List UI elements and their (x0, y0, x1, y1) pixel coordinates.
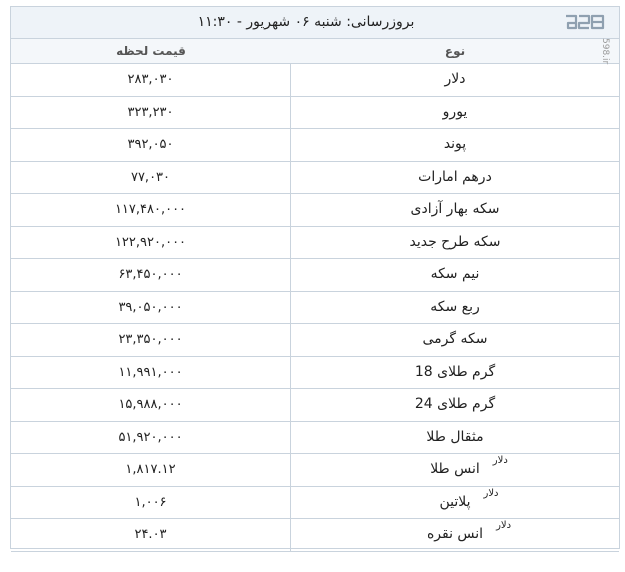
table-row (11, 194, 619, 227)
type-name-text: انس طلا (430, 461, 480, 477)
type-name-text: مثقال طلا (426, 428, 484, 445)
type-cell (291, 259, 619, 291)
update-bar (11, 7, 619, 39)
table-row (11, 487, 619, 520)
type-name (430, 299, 480, 315)
side-watermark-text: 598.ir (600, 38, 610, 65)
column-header-price: قیمت لحظه (116, 44, 186, 58)
price-cell: ۳۲۳,۲۳۰ (127, 104, 174, 120)
type-name (431, 266, 480, 282)
price-cell: ۳۹,۰۵۰,۰۰۰ (118, 299, 183, 315)
type-name-text: ربع سکه (430, 298, 480, 315)
type-name-text: گرم طلای 18 (414, 363, 496, 380)
table-row (11, 422, 619, 455)
price-cell: ۲۳,۳۵۰,۰۰۰ (118, 332, 183, 347)
site-logo (563, 11, 607, 33)
side-watermark (598, 38, 614, 68)
type-name (411, 201, 500, 217)
type-name-text: درهم امارات (418, 168, 492, 185)
price-cell: ۱,۰۰۶ (134, 494, 167, 510)
currency-unit-label: دلار (483, 487, 499, 499)
type-name (426, 429, 483, 445)
price-cell: ۷۷,۰۳۰ (130, 169, 171, 185)
type-cell (291, 422, 619, 454)
type-cell (291, 129, 619, 161)
price-cell: ۳۹۲,۰۵۰ (127, 137, 174, 152)
table-row (11, 357, 619, 390)
type-cell (291, 519, 619, 551)
table-header (11, 39, 619, 64)
type-cell (291, 162, 619, 194)
type-name-text: یورو (442, 103, 468, 120)
table-row (11, 97, 619, 130)
type-name-text: دلار (444, 71, 466, 87)
price-cell: ۲۸۳,۰۳۰ (127, 72, 174, 87)
table-row (11, 292, 619, 325)
type-name-text: گرم طلای 24 (414, 396, 496, 412)
type-name (443, 104, 468, 120)
price-cell: ۱,۸۱۷.۱۲ (125, 462, 176, 477)
table-row (11, 324, 619, 357)
type-name (430, 455, 508, 477)
table-row (11, 162, 619, 195)
price-cell: ۶۳,۴۵۰,۰۰۰ (118, 267, 183, 282)
table-row (11, 454, 619, 487)
table-row (11, 259, 619, 292)
price-cell: ۱۵,۹۸۸,۰۰۰ (118, 397, 183, 412)
table-row (11, 389, 619, 422)
type-cell (291, 487, 619, 519)
type-cell (291, 357, 619, 389)
currency-unit-label: دلار (492, 455, 508, 466)
type-name-text: پوند (443, 136, 467, 152)
type-cell (291, 454, 619, 486)
price-table-widget (10, 6, 620, 549)
type-cell (291, 227, 619, 259)
type-cell (291, 324, 619, 356)
type-name (418, 169, 492, 185)
type-name-text: سکه طرح جدید (409, 233, 501, 250)
price-cell: ۱۱,۹۹۱,۰۰۰ (118, 364, 183, 380)
currency-unit-label: دلار (496, 520, 512, 531)
price-cell: ۵۱,۹۲۰,۰۰۰ (118, 429, 183, 445)
type-name (409, 234, 500, 250)
last-update-text: بروزرسانی: شنبه ۰۶ شهریور - ۱۱:۳۰ (197, 14, 415, 30)
price-cell: ۱۲۲,۹۲۰,۰۰۰ (114, 234, 187, 250)
logo-text: 598 (563, 11, 565, 12)
type-name-text: سکه بهار آزادی (410, 201, 500, 217)
type-name-text: انس نقره (426, 526, 484, 542)
type-name (444, 136, 466, 152)
table-row (11, 129, 619, 162)
type-name-text: پلاتین (439, 493, 471, 510)
type-name-text: سکه گرمی (422, 331, 488, 347)
type-name (415, 364, 495, 380)
type-cell (291, 389, 619, 421)
type-name (415, 396, 495, 412)
type-name (445, 71, 466, 87)
type-cell (291, 97, 619, 129)
price-cell: ۱۱۷,۴۸۰,۰۰۰ (114, 202, 187, 217)
table-row (11, 519, 619, 552)
type-cell (291, 292, 619, 324)
column-header-type: نوع (444, 44, 466, 58)
type-cell (291, 64, 619, 96)
type-cell (291, 194, 619, 226)
table-row (11, 227, 619, 260)
type-name-text: نیم سکه (430, 266, 480, 282)
type-name (439, 487, 499, 510)
type-name (423, 331, 488, 347)
type-name (426, 520, 512, 542)
price-cell: ۲۴.۰۳ (134, 527, 167, 542)
table-row (11, 64, 619, 97)
